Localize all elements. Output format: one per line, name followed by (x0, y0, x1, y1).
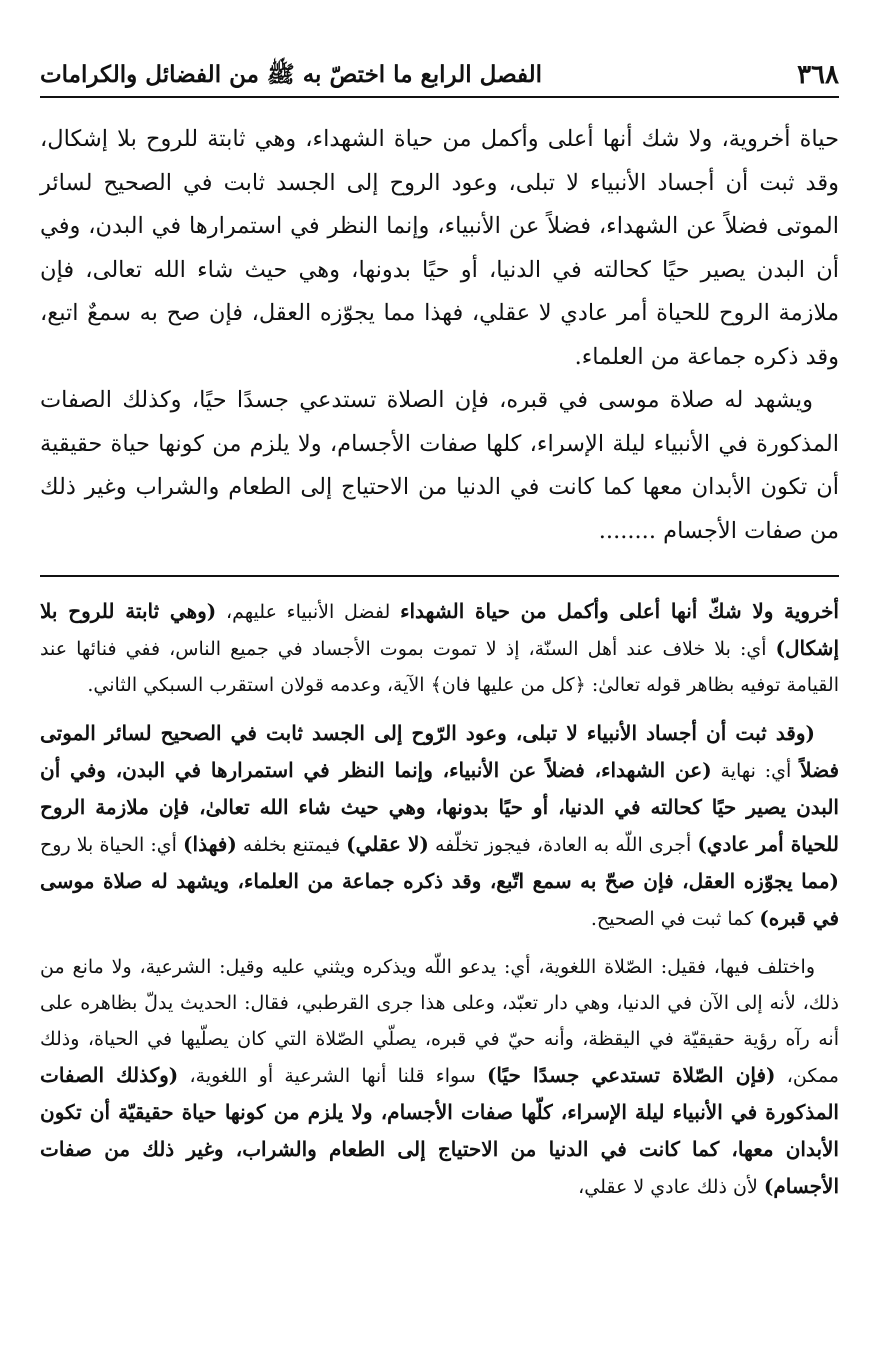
gloss-text: فيمتنع بخلفه (236, 834, 347, 856)
quoted-text: (وهي ثابتة للروح بلا إشكال) (40, 599, 839, 660)
quoted-text: (فهذا) (183, 832, 237, 856)
quoted-text: أخروية ولا شكّ أنها أعلى وأكمل من حياة الشهداء (400, 599, 839, 623)
gloss-text: واختلف فيها، فقيل: الصّلاة اللغوية، أي: يدعو اللّه ويذكره ويثني عليه وقيل: الشرعية، ولا مانع من ذلك، لأنه إلى الآن في الدنيا، وهي دار تعبّد، وعلى هذا جرى القرطبي، فقال: الحديث يدلّ بظاهره على أنه رآه رؤية حقيقيّة في اليقظة، وأنه حيّ في قبره، يصلّي الصّلاة التي كان يصلّيها في الحياة، وذلك ممكن، (40, 956, 839, 1087)
gloss-text: لفضل الأنبياء عليهم، (216, 601, 401, 623)
gloss-text: كما ثبت في الصحيح. (590, 908, 760, 930)
quoted-text: (فإن الصّلاة تستدعي جسدًا حيًا) (486, 1063, 776, 1087)
commentary (40, 593, 839, 1205)
footnote-divider (40, 575, 839, 577)
main-text (40, 118, 839, 553)
page-number: ٣٦٨ (797, 60, 839, 90)
gloss-text: سواء قلنا أنها الشرعية أو اللغوية، (178, 1065, 487, 1087)
quoted-text: (وكذلك الصفات المذكورة في الأنبياء ليلة الإسراء، كلّها صفات الأجسام، ولا يلزم من كونها حياة حقيقيّة أن تكون الأبدان معها، كما كانت في الدنيا من الاحتياج إلى الطعام والشراب، وغير ذلك من صفات الأجسام) (40, 1063, 839, 1198)
gloss-text: لأن ذلك عادي لا عقلي، (578, 1176, 764, 1198)
main-paragraph-1: حياة أخروية، ولا شك أنها أعلى وأكمل من حياة الشهداء، وهي ثابتة للروح بلا إشكال، وقد ثبت أن أجساد الأنبياء لا تبلى، وعود الروح إلى الجسد ثابت في الصحيح لسائر الموتى فضلاً عن الشهداء، فضلاً عن الأنبياء، وإنما النظر في استمرارها في البدن، وفي أن البدن يصير حيًا كحالته في الدنيا، أو حيًا بدونها، وهي حيث شاء الله تعالى، فإن ملازمة الروح للحياة أمر عادي لا عقلي، فهذا مما يجوّزه العقل، فإن صح به سمعٌ اتبع، وقد ذكره جماعة من العلماء. (40, 126, 839, 370)
quoted-text: (عن الشهداء، فضلاً عن الأنبياء، وإنما النظر في استمرارها في البدن، وفي أن البدن يصير حيًا كحالته في الدنيا، أو حيًا بدونها، وهي حيث شاء الله تعالىٰ، فإن ملازمة الروح للحياة أمر عادي) (40, 758, 839, 856)
gloss-text: أي: الحياة بلا روح (40, 834, 184, 856)
commentary-paragraph-3 (40, 949, 839, 1205)
commentary-paragraph-2 (40, 715, 839, 937)
gloss-text: أي: بلا خلاف عند أهل السنّة، إذ لا تموت بموت الأجساد في جميع الناس، ففي فنائها عند القيامة توفيه بظاهر قوله تعالىٰ: ﴿كل من عليها فان﴾ الآية، وعدمه قولان استقرب السبكي الثاني. (40, 638, 839, 696)
gloss-text: أجرى اللّه به العادة، فيجوز تخلّفه (428, 834, 698, 856)
commentary-paragraph-1 (40, 593, 839, 703)
gloss-text: أي: نهاية (711, 760, 801, 782)
running-header (40, 52, 839, 98)
quoted-text: (وقد ثبت أن أجساد الأنبياء لا تبلى، وعود الرّوح إلى الجسد ثابت في الصحيح لسائر الموتى فضلاً (40, 721, 840, 782)
main-paragraph-2: ويشهد له صلاة موسى في قبره، فإن الصلاة تستدعي جسدًا حيًا، وكذلك الصفات المذكورة في الأنبياء ليلة الإسراء، كلها صفات الأجسام، ولا يلزم من كونها حياة حقيقية أن تكون الأبدان معها كما كانت في الدنيا من الاحتياج إلى الطعام والشراب وغير ذلك من صفات الأجسام ........ (40, 387, 839, 544)
quoted-text: (مما يجوّزه العقل، فإن صحّ به سمع اتّبع، وقد ذكره جماعة من العلماء، ويشهد له صلاة موسى في قبره) (40, 869, 839, 930)
chapter-title: الفصل الرابع ما اختصّ به ﷺ من الفضائل والكرامات (40, 61, 543, 88)
quoted-text: (لا عقلي) (346, 832, 429, 856)
